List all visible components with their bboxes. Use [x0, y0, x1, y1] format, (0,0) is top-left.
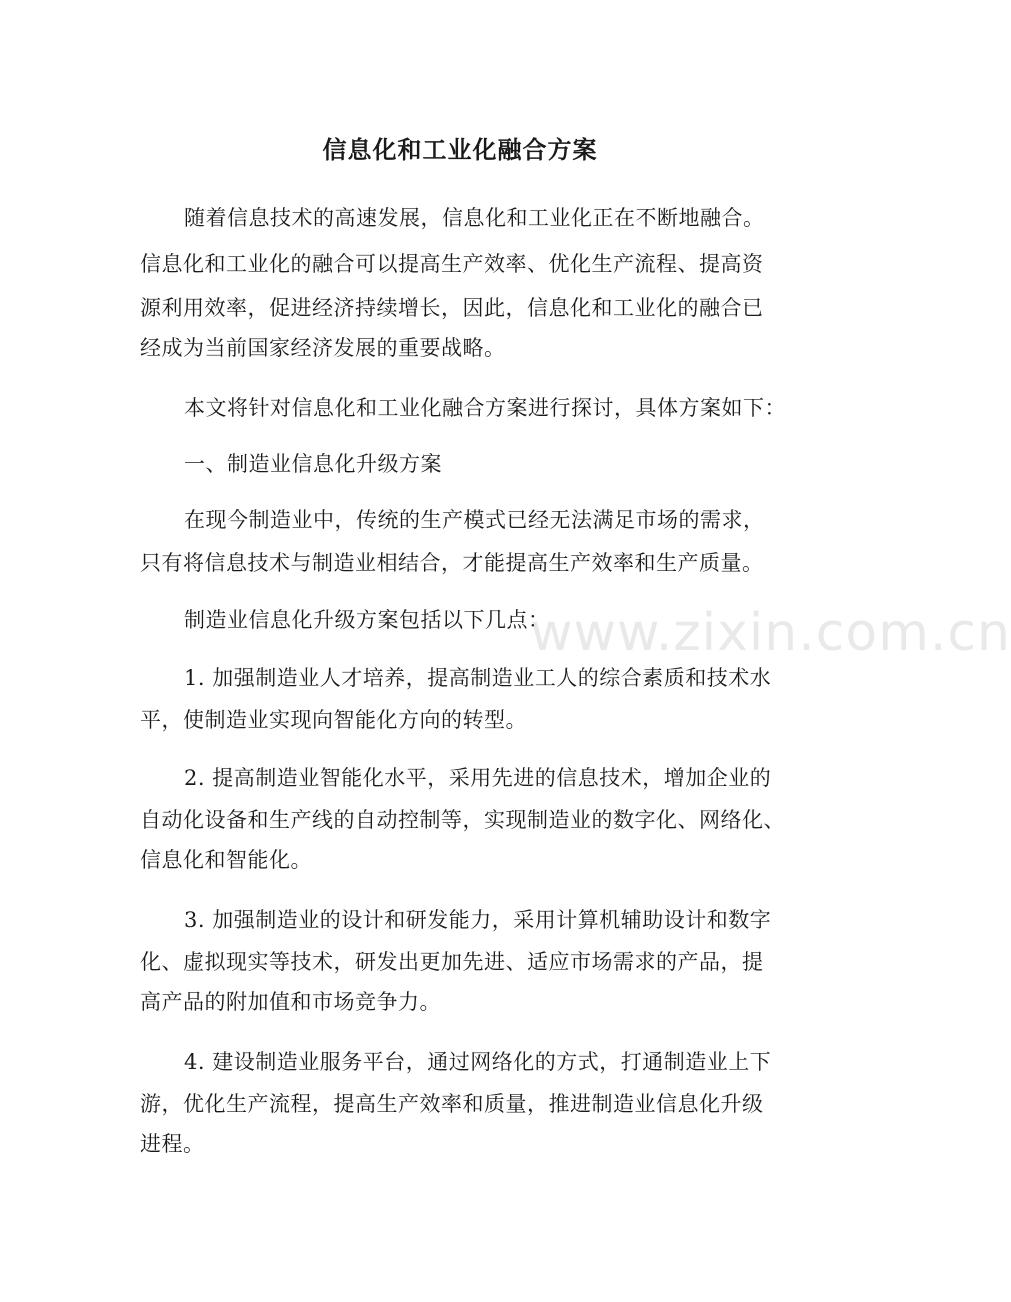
section-heading: 一、制造业信息化升级方案	[184, 452, 442, 476]
list-item-line: 化、虚拟现实等技术，研发出更加先进、适应市场需求的产品，提	[140, 950, 764, 974]
list-item-line: 信息化和智能化。	[140, 848, 312, 872]
paragraph-line: 源利用效率，促进经济持续增长，因此，信息化和工业化的融合已	[140, 296, 764, 320]
paragraph-line: 只有将信息技术与制造业相结合，才能提高生产效率和生产质量。	[140, 551, 764, 575]
list-item-line: 自动化设备和生产线的自动控制等，实现制造业的数字化、网络化、	[140, 808, 785, 832]
list-item-line: 游，优化生产流程，提高生产效率和质量，推进制造业信息化升级	[140, 1092, 764, 1116]
list-item-line: 2. 提高制造业智能化水平，采用先进的信息技术，增加企业的	[184, 766, 772, 790]
document-title: 信息化和工业化融合方案	[322, 136, 598, 164]
list-item-line: 1. 加强制造业人才培养，提高制造业工人的综合素质和技术水	[184, 666, 772, 690]
list-item-line: 平，使制造业实现向智能化方向的转型。	[140, 708, 527, 732]
watermark: www.zixin.com.cn	[530, 603, 1011, 663]
paragraph-line: 在现今制造业中，传统的生产模式已经无法满足市场的需求，	[184, 508, 765, 532]
list-item-line: 高产品的附加值和市场竞争力。	[140, 990, 441, 1014]
paragraph-line: 信息化和工业化的融合可以提高生产效率、优化生产流程、提高资	[140, 252, 764, 276]
paragraph-line: 本文将针对信息化和工业化融合方案进行探讨，具体方案如下：	[184, 396, 786, 420]
list-item-line: 4. 建设制造业服务平台，通过网络化的方式，打通制造业上下	[184, 1050, 772, 1074]
paragraph-line: 经成为当前国家经济发展的重要战略。	[140, 336, 506, 360]
list-item-line: 3. 加强制造业的设计和研发能力，采用计算机辅助设计和数字	[184, 908, 772, 932]
list-item-line: 进程。	[140, 1132, 205, 1156]
paragraph-line: 制造业信息化升级方案包括以下几点：	[184, 608, 550, 632]
paragraph-line: 随着信息技术的高速发展，信息化和工业化正在不断地融合。	[184, 206, 765, 230]
